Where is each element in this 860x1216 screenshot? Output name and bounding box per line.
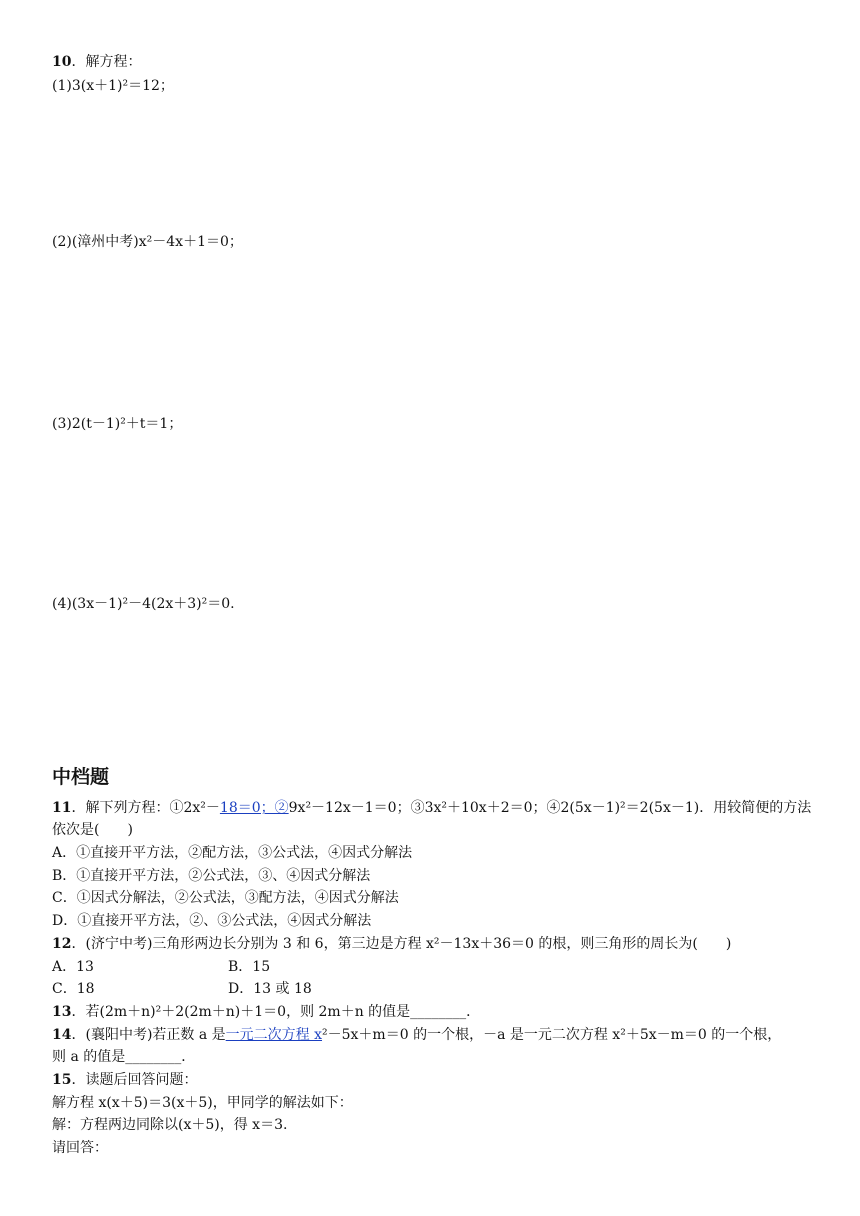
q11-link[interactable]: 18＝0；② xyxy=(219,800,289,816)
q14-stem-line2: 则 a 的值是________． xyxy=(52,1049,196,1065)
q12-option-d: D．13 或 18 xyxy=(228,981,312,997)
q10-part3: (3)2(t－1)²＋t＝1； xyxy=(52,416,183,432)
q12-number: 12 xyxy=(52,936,72,952)
q10-part1: (1)3(x＋1)²＝12； xyxy=(52,78,174,94)
q11-stem-line2: 依次是( ) xyxy=(52,822,133,838)
q13-stem xyxy=(52,1002,480,1022)
q11-option-a: A．①直接开平方法，②配方法，③公式法，④因式分解法 xyxy=(52,845,413,861)
q15-number: 15 xyxy=(52,1072,72,1088)
q14-stem xyxy=(52,1025,781,1045)
q13-stem-text: ．若(2m＋n)²＋2(2m＋n)＋1＝0，则 2m＋n 的值是________． xyxy=(71,1004,481,1020)
q11-stem-a: ．解下列方程：①2x²－ xyxy=(71,800,220,816)
q14-link[interactable]: 一元二次方程 x xyxy=(225,1027,323,1043)
q15-line1: 解方程 x(x＋5)＝3(x＋5)，甲同学的解法如下： xyxy=(52,1095,353,1111)
q12-stem-text: ．(济宁中考)三角形两边长分别为 3 和 6，第三边是方程 x²－13x＋36＝0 的根，则三角形的周长为( ) xyxy=(71,936,732,952)
q10-stem xyxy=(52,52,141,72)
q15-line3: 请回答： xyxy=(52,1140,108,1156)
q13-number: 13 xyxy=(52,1004,72,1020)
q11-option-b: B．①直接开平方法，②公式法，③、④因式分解法 xyxy=(52,868,371,884)
q12-option-a: A．13 xyxy=(52,959,94,975)
q15-line2: 解：方程两边同除以(x＋5)，得 x＝3. xyxy=(52,1117,288,1133)
q14-number: 14 xyxy=(52,1027,72,1043)
q10-part2: (2)(漳州中考)x²－4x＋1＝0； xyxy=(52,234,243,250)
q12-option-c: C．18 xyxy=(52,981,95,997)
q11-stem xyxy=(52,798,811,818)
q11-stem-b: 9x²－12x－1＝0；③3x²＋10x＋2＝0；④2(5x－1)²＝2(5x－1)．用较简便的方法 xyxy=(288,800,812,816)
q10-part4: (4)(3x－1)²－4(2x＋3)²＝0. xyxy=(52,596,235,612)
q10-number: 10 xyxy=(52,54,72,70)
q11-option-c: C．①因式分解法，②公式法，③配方法，④因式分解法 xyxy=(52,890,399,906)
q14-stem-b: ²－5x＋m＝0 的一个根，－a 是一元二次方程 x²＋5x－m＝0 的一个根， xyxy=(322,1027,782,1043)
section-title: 中档题 xyxy=(52,766,110,788)
q11-number: 11 xyxy=(52,800,72,816)
q15-stem-text: ．读题后回答问题： xyxy=(71,1072,198,1088)
q12-stem xyxy=(52,934,731,954)
q10-stem-text: ．解方程： xyxy=(71,54,142,70)
q12-option-b: B．15 xyxy=(228,959,271,975)
q15-stem xyxy=(52,1070,197,1090)
q14-stem-a: ．(襄阳中考)若正数 a 是 xyxy=(71,1027,226,1043)
q11-option-d: D．①直接开平方法，②、③公式法，④因式分解法 xyxy=(52,913,372,929)
